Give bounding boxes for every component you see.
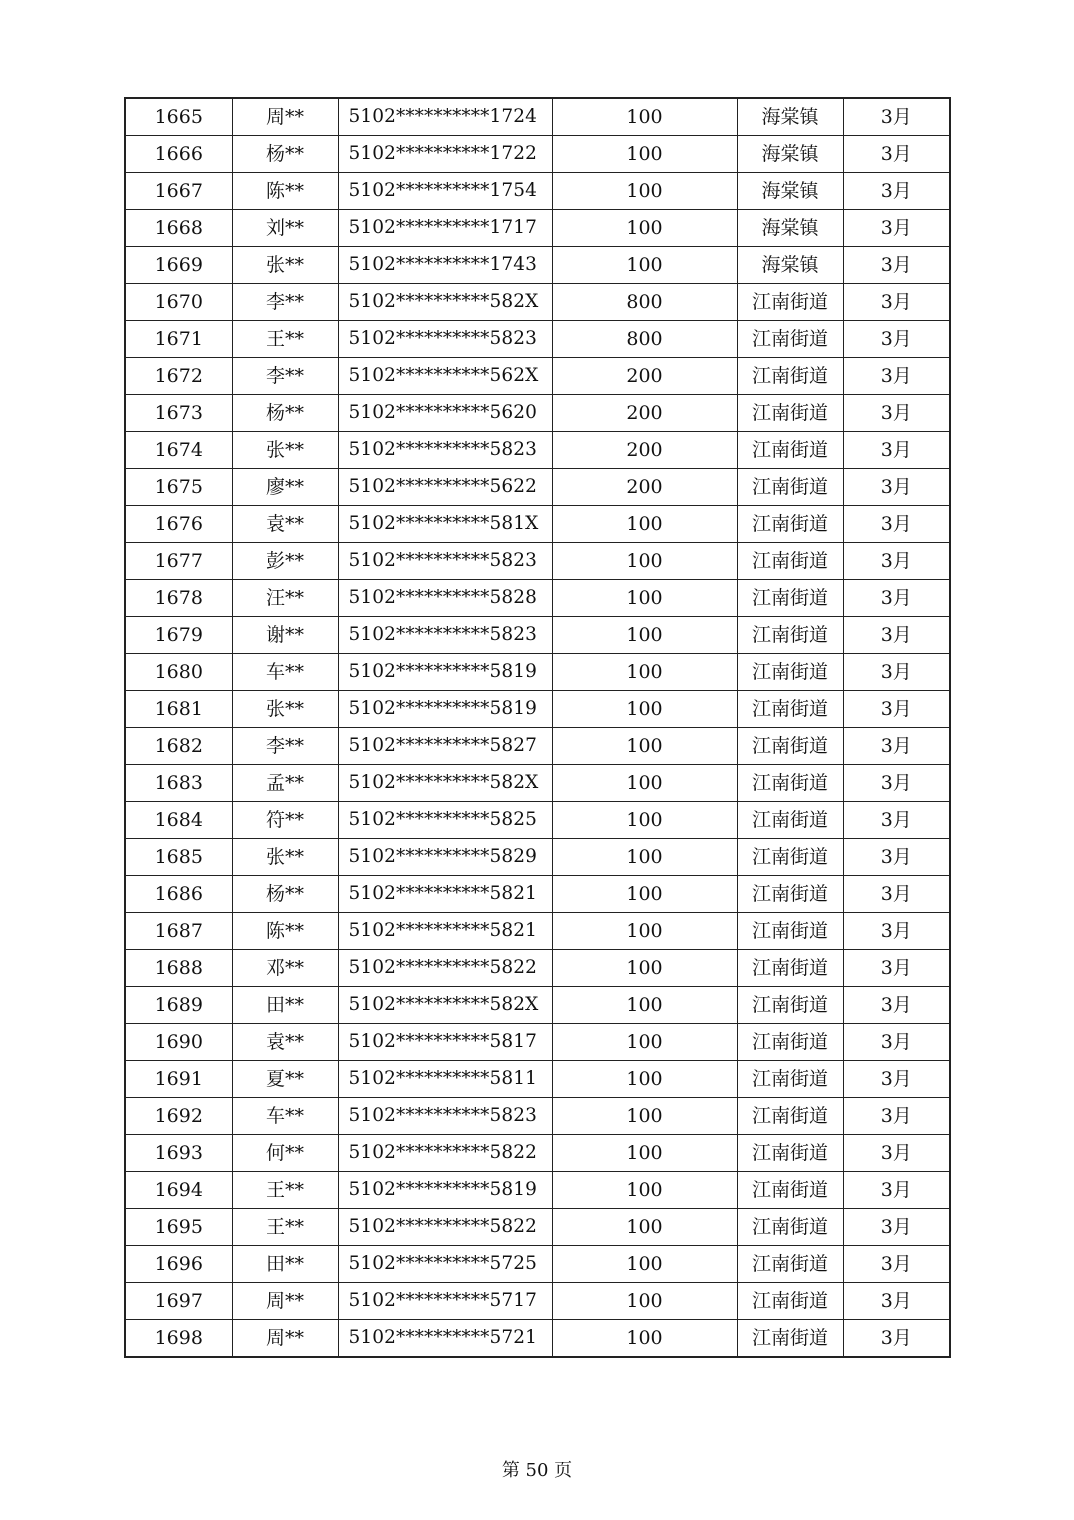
cell-name: 谢** bbox=[232, 617, 338, 654]
cell-serial-number: 1695 bbox=[125, 1209, 232, 1246]
cell-month: 3月 bbox=[843, 136, 950, 173]
cell-id-number: 5102**********5823 bbox=[338, 1098, 552, 1135]
cell-serial-number: 1680 bbox=[125, 654, 232, 691]
cell-id-number: 5102**********5819 bbox=[338, 1172, 552, 1209]
cell-town: 江南街道 bbox=[737, 284, 843, 321]
table-row bbox=[125, 321, 950, 358]
cell-name: 杨** bbox=[232, 136, 338, 173]
cell-month: 3月 bbox=[843, 1283, 950, 1320]
cell-amount: 100 bbox=[552, 987, 737, 1024]
cell-serial-number: 1693 bbox=[125, 1135, 232, 1172]
cell-month: 3月 bbox=[843, 395, 950, 432]
cell-serial-number: 1666 bbox=[125, 136, 232, 173]
cell-serial-number: 1698 bbox=[125, 1320, 232, 1358]
cell-name: 车** bbox=[232, 654, 338, 691]
cell-town: 海棠镇 bbox=[737, 173, 843, 210]
cell-id-number: 5102**********1724 bbox=[338, 98, 552, 136]
cell-name: 张** bbox=[232, 432, 338, 469]
cell-town: 江南街道 bbox=[737, 913, 843, 950]
cell-town: 江南街道 bbox=[737, 654, 843, 691]
cell-amount: 100 bbox=[552, 913, 737, 950]
cell-amount: 100 bbox=[552, 728, 737, 765]
table-row bbox=[125, 1209, 950, 1246]
cell-amount: 100 bbox=[552, 765, 737, 802]
cell-month: 3月 bbox=[843, 247, 950, 284]
cell-town: 江南街道 bbox=[737, 876, 843, 913]
cell-amount: 100 bbox=[552, 1246, 737, 1283]
cell-serial-number: 1683 bbox=[125, 765, 232, 802]
cell-serial-number: 1692 bbox=[125, 1098, 232, 1135]
cell-amount: 100 bbox=[552, 1061, 737, 1098]
cell-town: 江南街道 bbox=[737, 617, 843, 654]
cell-id-number: 5102**********1743 bbox=[338, 247, 552, 284]
cell-id-number: 5102**********562X bbox=[338, 358, 552, 395]
cell-name: 李** bbox=[232, 358, 338, 395]
cell-town: 江南街道 bbox=[737, 1283, 843, 1320]
table-row bbox=[125, 358, 950, 395]
cell-id-number: 5102**********5721 bbox=[338, 1320, 552, 1358]
cell-town: 江南街道 bbox=[737, 728, 843, 765]
cell-town: 江南街道 bbox=[737, 765, 843, 802]
cell-month: 3月 bbox=[843, 321, 950, 358]
table-row bbox=[125, 506, 950, 543]
table-row bbox=[125, 728, 950, 765]
cell-amount: 200 bbox=[552, 432, 737, 469]
cell-town: 江南街道 bbox=[737, 469, 843, 506]
table-row bbox=[125, 580, 950, 617]
cell-month: 3月 bbox=[843, 1024, 950, 1061]
cell-town: 江南街道 bbox=[737, 395, 843, 432]
cell-town: 江南街道 bbox=[737, 321, 843, 358]
cell-amount: 100 bbox=[552, 506, 737, 543]
cell-serial-number: 1682 bbox=[125, 728, 232, 765]
cell-name: 夏** bbox=[232, 1061, 338, 1098]
cell-name: 田** bbox=[232, 987, 338, 1024]
cell-month: 3月 bbox=[843, 617, 950, 654]
cell-name: 袁** bbox=[232, 1024, 338, 1061]
cell-serial-number: 1686 bbox=[125, 876, 232, 913]
cell-id-number: 5102**********5823 bbox=[338, 543, 552, 580]
cell-town: 海棠镇 bbox=[737, 247, 843, 284]
cell-name: 孟** bbox=[232, 765, 338, 802]
cell-serial-number: 1690 bbox=[125, 1024, 232, 1061]
cell-amount: 100 bbox=[552, 210, 737, 247]
cell-serial-number: 1670 bbox=[125, 284, 232, 321]
table-row bbox=[125, 1135, 950, 1172]
cell-serial-number: 1667 bbox=[125, 173, 232, 210]
cell-id-number: 5102**********5821 bbox=[338, 876, 552, 913]
cell-name: 陈** bbox=[232, 173, 338, 210]
cell-town: 江南街道 bbox=[737, 1172, 843, 1209]
cell-town: 江南街道 bbox=[737, 1024, 843, 1061]
cell-id-number: 5102**********5828 bbox=[338, 580, 552, 617]
cell-month: 3月 bbox=[843, 1135, 950, 1172]
cell-town: 江南街道 bbox=[737, 1061, 843, 1098]
cell-town: 江南街道 bbox=[737, 432, 843, 469]
cell-serial-number: 1679 bbox=[125, 617, 232, 654]
cell-serial-number: 1678 bbox=[125, 580, 232, 617]
table-row bbox=[125, 210, 950, 247]
cell-month: 3月 bbox=[843, 987, 950, 1024]
cell-town: 江南街道 bbox=[737, 543, 843, 580]
cell-serial-number: 1676 bbox=[125, 506, 232, 543]
cell-amount: 200 bbox=[552, 358, 737, 395]
cell-id-number: 5102**********1754 bbox=[338, 173, 552, 210]
cell-id-number: 5102**********582X bbox=[338, 765, 552, 802]
cell-serial-number: 1671 bbox=[125, 321, 232, 358]
cell-amount: 100 bbox=[552, 1098, 737, 1135]
cell-serial-number: 1685 bbox=[125, 839, 232, 876]
cell-amount: 100 bbox=[552, 1283, 737, 1320]
cell-name: 廖** bbox=[232, 469, 338, 506]
cell-amount: 100 bbox=[552, 543, 737, 580]
cell-month: 3月 bbox=[843, 1172, 950, 1209]
table-row bbox=[125, 617, 950, 654]
table-row bbox=[125, 247, 950, 284]
page-number-footer: 第 50 页 bbox=[501, 1460, 573, 1481]
cell-id-number: 5102**********581X bbox=[338, 506, 552, 543]
cell-month: 3月 bbox=[843, 173, 950, 210]
cell-id-number: 5102**********1717 bbox=[338, 210, 552, 247]
cell-amount: 100 bbox=[552, 802, 737, 839]
cell-id-number: 5102**********5829 bbox=[338, 839, 552, 876]
cell-id-number: 5102**********5620 bbox=[338, 395, 552, 432]
cell-month: 3月 bbox=[843, 284, 950, 321]
cell-serial-number: 1675 bbox=[125, 469, 232, 506]
cell-id-number: 5102**********5827 bbox=[338, 728, 552, 765]
cell-month: 3月 bbox=[843, 506, 950, 543]
cell-name: 何** bbox=[232, 1135, 338, 1172]
cell-amount: 800 bbox=[552, 321, 737, 358]
cell-serial-number: 1688 bbox=[125, 950, 232, 987]
cell-name: 邓** bbox=[232, 950, 338, 987]
cell-month: 3月 bbox=[843, 765, 950, 802]
table-row bbox=[125, 98, 950, 136]
table-row bbox=[125, 691, 950, 728]
cell-id-number: 5102**********5817 bbox=[338, 1024, 552, 1061]
cell-month: 3月 bbox=[843, 691, 950, 728]
cell-amount: 100 bbox=[552, 1172, 737, 1209]
cell-town: 江南街道 bbox=[737, 691, 843, 728]
cell-name: 彭** bbox=[232, 543, 338, 580]
cell-month: 3月 bbox=[843, 543, 950, 580]
cell-month: 3月 bbox=[843, 802, 950, 839]
cell-town: 江南街道 bbox=[737, 987, 843, 1024]
cell-town: 江南街道 bbox=[737, 802, 843, 839]
cell-month: 3月 bbox=[843, 432, 950, 469]
cell-month: 3月 bbox=[843, 1209, 950, 1246]
table-row bbox=[125, 1024, 950, 1061]
cell-amount: 100 bbox=[552, 1135, 737, 1172]
cell-name: 张** bbox=[232, 247, 338, 284]
cell-id-number: 5102**********5819 bbox=[338, 654, 552, 691]
table-row bbox=[125, 395, 950, 432]
cell-id-number: 5102**********5823 bbox=[338, 321, 552, 358]
cell-amount: 100 bbox=[552, 247, 737, 284]
cell-amount: 800 bbox=[552, 284, 737, 321]
cell-id-number: 5102**********582X bbox=[338, 284, 552, 321]
cell-name: 周** bbox=[232, 1320, 338, 1358]
cell-amount: 100 bbox=[552, 1024, 737, 1061]
cell-month: 3月 bbox=[843, 913, 950, 950]
cell-name: 张** bbox=[232, 691, 338, 728]
cell-serial-number: 1697 bbox=[125, 1283, 232, 1320]
cell-id-number: 5102**********5822 bbox=[338, 1209, 552, 1246]
cell-amount: 100 bbox=[552, 1209, 737, 1246]
cell-id-number: 5102**********5823 bbox=[338, 432, 552, 469]
cell-name: 符** bbox=[232, 802, 338, 839]
table-row bbox=[125, 469, 950, 506]
cell-id-number: 5102**********5819 bbox=[338, 691, 552, 728]
cell-serial-number: 1681 bbox=[125, 691, 232, 728]
cell-name: 王** bbox=[232, 1209, 338, 1246]
table-row bbox=[125, 284, 950, 321]
cell-serial-number: 1687 bbox=[125, 913, 232, 950]
cell-serial-number: 1668 bbox=[125, 210, 232, 247]
table-row bbox=[125, 1172, 950, 1209]
cell-name: 张** bbox=[232, 839, 338, 876]
cell-town: 海棠镇 bbox=[737, 210, 843, 247]
cell-name: 李** bbox=[232, 728, 338, 765]
table-row bbox=[125, 173, 950, 210]
table-row bbox=[125, 1061, 950, 1098]
cell-id-number: 5102**********5811 bbox=[338, 1061, 552, 1098]
cell-id-number: 5102**********5823 bbox=[338, 617, 552, 654]
table-row bbox=[125, 876, 950, 913]
cell-name: 周** bbox=[232, 98, 338, 136]
cell-name: 陈** bbox=[232, 913, 338, 950]
cell-month: 3月 bbox=[843, 876, 950, 913]
cell-amount: 200 bbox=[552, 395, 737, 432]
cell-name: 杨** bbox=[232, 876, 338, 913]
cell-town: 江南街道 bbox=[737, 1098, 843, 1135]
table-row bbox=[125, 839, 950, 876]
records-table bbox=[124, 97, 951, 1358]
cell-amount: 100 bbox=[552, 839, 737, 876]
cell-id-number: 5102**********5622 bbox=[338, 469, 552, 506]
cell-amount: 100 bbox=[552, 654, 737, 691]
cell-serial-number: 1691 bbox=[125, 1061, 232, 1098]
cell-amount: 100 bbox=[552, 691, 737, 728]
cell-town: 江南街道 bbox=[737, 950, 843, 987]
cell-serial-number: 1674 bbox=[125, 432, 232, 469]
cell-id-number: 5102**********5822 bbox=[338, 1135, 552, 1172]
table-row bbox=[125, 1246, 950, 1283]
cell-name: 车** bbox=[232, 1098, 338, 1135]
cell-month: 3月 bbox=[843, 469, 950, 506]
table-row bbox=[125, 543, 950, 580]
cell-month: 3月 bbox=[843, 839, 950, 876]
cell-amount: 100 bbox=[552, 98, 737, 136]
cell-serial-number: 1677 bbox=[125, 543, 232, 580]
cell-id-number: 5102**********5825 bbox=[338, 802, 552, 839]
cell-serial-number: 1672 bbox=[125, 358, 232, 395]
cell-month: 3月 bbox=[843, 580, 950, 617]
cell-amount: 100 bbox=[552, 580, 737, 617]
table-row bbox=[125, 802, 950, 839]
cell-id-number: 5102**********5717 bbox=[338, 1283, 552, 1320]
cell-amount: 100 bbox=[552, 173, 737, 210]
cell-month: 3月 bbox=[843, 1246, 950, 1283]
cell-name: 田** bbox=[232, 1246, 338, 1283]
cell-town: 江南街道 bbox=[737, 1246, 843, 1283]
cell-name: 李** bbox=[232, 284, 338, 321]
cell-serial-number: 1689 bbox=[125, 987, 232, 1024]
cell-town: 江南街道 bbox=[737, 839, 843, 876]
table-row bbox=[125, 987, 950, 1024]
cell-serial-number: 1665 bbox=[125, 98, 232, 136]
cell-name: 王** bbox=[232, 321, 338, 358]
cell-amount: 100 bbox=[552, 136, 737, 173]
cell-name: 汪** bbox=[232, 580, 338, 617]
cell-serial-number: 1673 bbox=[125, 395, 232, 432]
table-row bbox=[125, 136, 950, 173]
cell-month: 3月 bbox=[843, 1061, 950, 1098]
cell-month: 3月 bbox=[843, 728, 950, 765]
cell-month: 3月 bbox=[843, 358, 950, 395]
cell-month: 3月 bbox=[843, 98, 950, 136]
cell-serial-number: 1694 bbox=[125, 1172, 232, 1209]
cell-amount: 100 bbox=[552, 950, 737, 987]
cell-amount: 200 bbox=[552, 469, 737, 506]
table-row bbox=[125, 1098, 950, 1135]
cell-serial-number: 1696 bbox=[125, 1246, 232, 1283]
cell-name: 刘** bbox=[232, 210, 338, 247]
cell-id-number: 5102**********5725 bbox=[338, 1246, 552, 1283]
table-row bbox=[125, 950, 950, 987]
cell-id-number: 5102**********582X bbox=[338, 987, 552, 1024]
cell-name: 杨** bbox=[232, 395, 338, 432]
cell-town: 江南街道 bbox=[737, 580, 843, 617]
cell-month: 3月 bbox=[843, 654, 950, 691]
cell-month: 3月 bbox=[843, 210, 950, 247]
cell-serial-number: 1669 bbox=[125, 247, 232, 284]
cell-name: 王** bbox=[232, 1172, 338, 1209]
cell-amount: 100 bbox=[552, 1320, 737, 1358]
cell-name: 周** bbox=[232, 1283, 338, 1320]
cell-amount: 100 bbox=[552, 876, 737, 913]
cell-town: 江南街道 bbox=[737, 358, 843, 395]
cell-town: 江南街道 bbox=[737, 1135, 843, 1172]
cell-month: 3月 bbox=[843, 1320, 950, 1358]
cell-id-number: 5102**********5822 bbox=[338, 950, 552, 987]
cell-town: 海棠镇 bbox=[737, 98, 843, 136]
cell-month: 3月 bbox=[843, 1098, 950, 1135]
cell-id-number: 5102**********1722 bbox=[338, 136, 552, 173]
table-row bbox=[125, 765, 950, 802]
cell-serial-number: 1684 bbox=[125, 802, 232, 839]
cell-town: 江南街道 bbox=[737, 1320, 843, 1358]
table-row bbox=[125, 432, 950, 469]
cell-town: 江南街道 bbox=[737, 1209, 843, 1246]
table-row bbox=[125, 1320, 950, 1358]
cell-month: 3月 bbox=[843, 950, 950, 987]
cell-name: 袁** bbox=[232, 506, 338, 543]
cell-amount: 100 bbox=[552, 617, 737, 654]
table-row bbox=[125, 1283, 950, 1320]
cell-town: 海棠镇 bbox=[737, 136, 843, 173]
records-table-body bbox=[125, 98, 950, 1357]
table-row bbox=[125, 913, 950, 950]
table-row bbox=[125, 654, 950, 691]
cell-id-number: 5102**********5821 bbox=[338, 913, 552, 950]
cell-town: 江南街道 bbox=[737, 506, 843, 543]
